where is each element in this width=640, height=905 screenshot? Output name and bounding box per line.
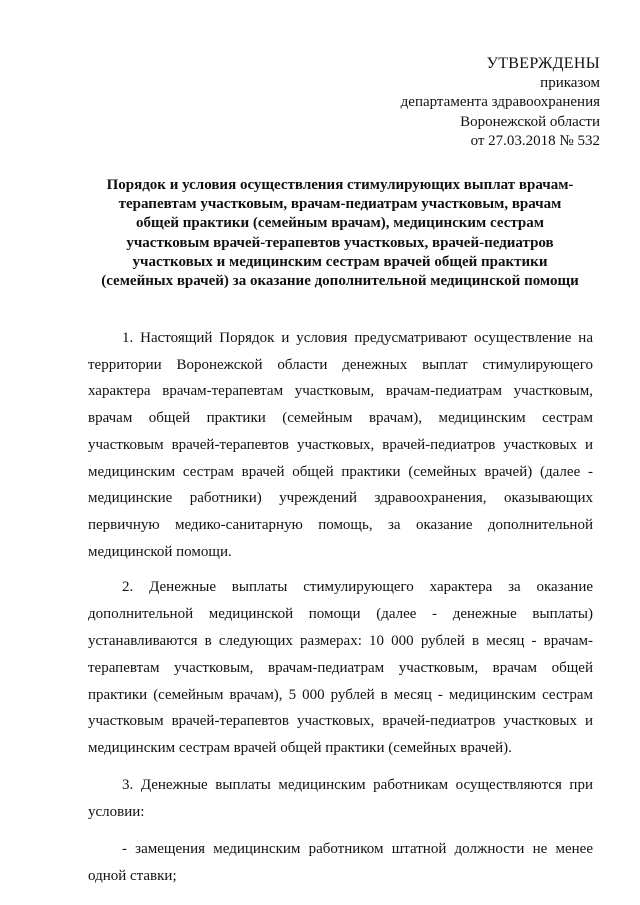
approval-title: УТВЕРЖДЕНЫ [486,55,600,72]
approval-line-date-number: от 27.03.2018 № 532 [470,133,600,149]
approval-line-department: департамента здравоохранения [400,94,600,110]
approval-line-order: приказом [540,74,600,91]
document-body [88,325,593,890]
paragraph-4: - замещения медицинским работником штатной должности не менее одной ставки; [88,840,593,884]
approval-block [401,54,600,152]
paragraph-1: 1. Настоящий Порядок и условия предусматривают осуществление на территории Воронежской области денежных выплат стимулирующего характера врачам-терапевтам участковым, врачам-педиатрам участковым, врачам общей практики (семейным врачам), медицинским сестрам участковым врачей-терапевтов участковых, врачей-педиатров участковых и медицинским сестрам врачей общей практики (семейных врачей) (далее - медицинские работники) учреждений здравоохранения, оказывающих первичную медико-санитарную помощь, за оказание дополнительной медицинской помощи. [88,330,593,560]
approval-line-region: Воронежской области [460,113,600,130]
paragraph-3: 3. Денежные выплаты медицинским работникам осуществляются при условии: [88,776,593,820]
paragraph-2: 2. Денежные выплаты стимулирующего характера за оказание дополнительной медицинской помощи (далее - денежные выплаты) устанавливаются в следующих размерах: 10 000 рублей в месяц - врачам-терапевтам участковым, врачам-педиатрам участковым, врачам общей практики (семейным врачам), 5 000 рублей в месяц - медицинским сестрам участковым врачей-терапевтов участковых, врачей-педиатров участковых и медицинским сестрам врачей общей практики (семейных врачей). [88,579,593,757]
document-title: Порядок и условия осуществления стимулирующих выплат врачам-терапевтам участковым, врачам-педиатрам участковым, врачам общей практики (семейным врачам), медицинским сестрам участковым врачей-терапевтов участковых, врачей-педиатров участковых и медицинским сестрам врачей общей практики (семейных врачей) за оказание дополнительной медицинской помощи [101,177,579,290]
